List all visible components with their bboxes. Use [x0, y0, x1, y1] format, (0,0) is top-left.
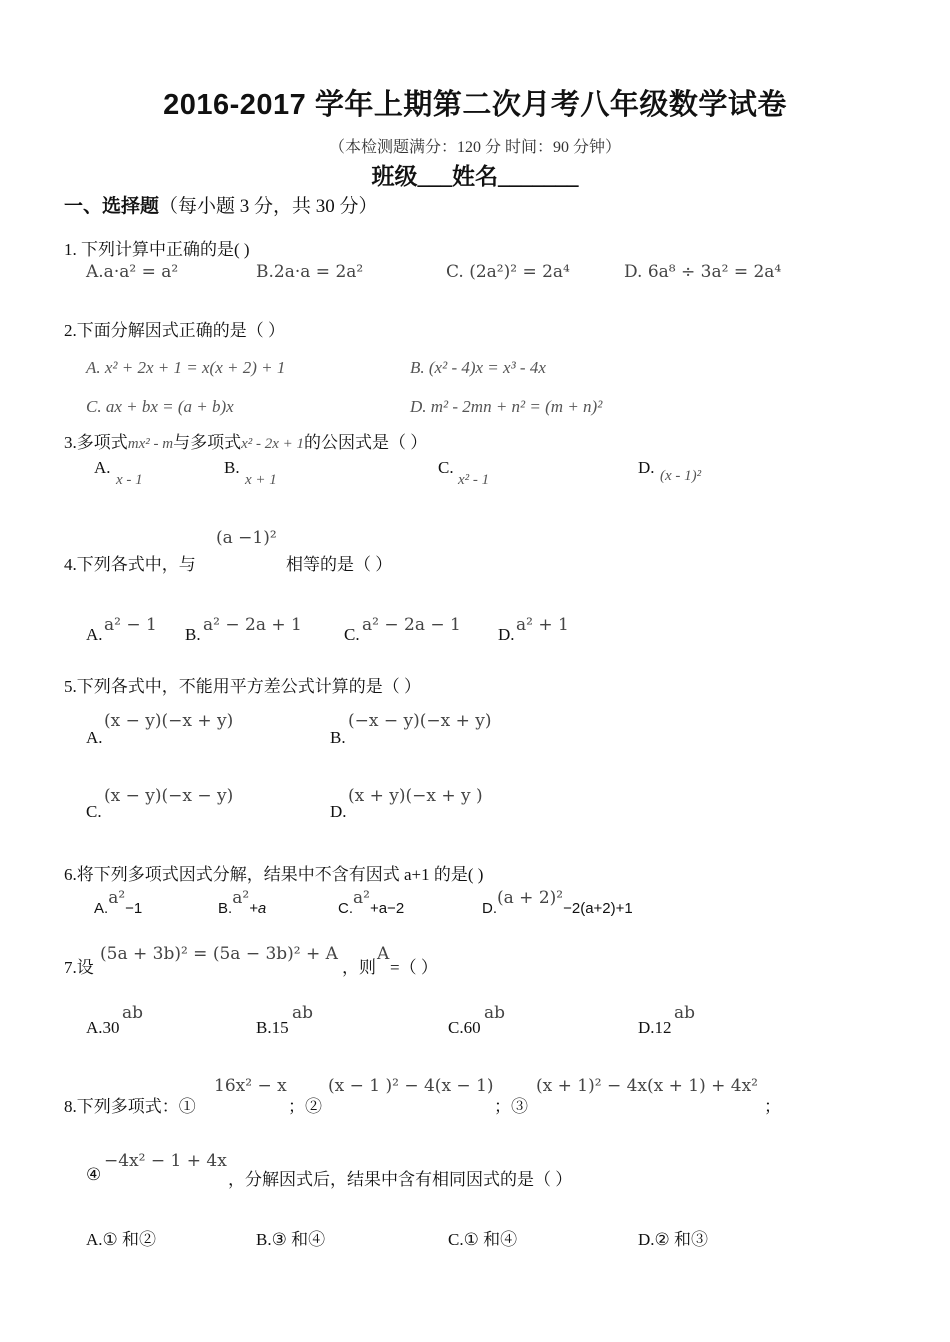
- q1-option-c: C. (2a²)² = 2a⁴: [446, 262, 570, 282]
- q3-option-b-expr: x + 1: [245, 472, 277, 488]
- q7-stem-pre: 7.设: [64, 958, 94, 977]
- q5-option-b-expr: (−x − y)(−x + y): [348, 711, 492, 731]
- q5-option-a: A.: [86, 728, 103, 747]
- q6-option-c-tail: +a−2: [369, 900, 405, 917]
- q7-option-c: C.60: [448, 1018, 481, 1037]
- q8-sep-3: ；: [764, 1097, 781, 1116]
- q4-option-b-expr: a² − 2a + 1: [203, 615, 302, 635]
- q4-option-a-expr: a² − 1: [104, 615, 157, 635]
- q7-option-a-expr: ab: [122, 1003, 144, 1023]
- q3-expr-2: x² - 2x + 1: [241, 436, 305, 452]
- q8-option-a: A.① 和②: [86, 1230, 157, 1249]
- q3-option-d: D.: [638, 458, 655, 477]
- q7-option-a: A.30: [86, 1018, 120, 1037]
- q6-option-d-tail: −2(a+2)+1: [563, 900, 633, 917]
- q8-expr-1: 16x² − x: [214, 1076, 287, 1096]
- q7-option-b: B.15: [256, 1018, 289, 1037]
- q8-line2-post: ，分解因式后，结果中含有相同因式的是（ ）: [228, 1170, 573, 1189]
- q8-expr-4: −4x² − 1 + 4x: [104, 1151, 227, 1171]
- q6-option-b-tail: +a: [249, 900, 267, 917]
- q7-stem-var: A: [377, 944, 390, 964]
- q5-option-d-expr: (x + y)(−x + y ): [348, 786, 483, 806]
- q3-option-a-expr: x - 1: [116, 472, 143, 488]
- q4-option-a: A.: [86, 625, 103, 644]
- q6-option-a-letter: A.: [94, 900, 109, 917]
- q7-option-b-expr: ab: [292, 1003, 314, 1023]
- question-1-stem: 1. 下列计算中正确的是( ): [64, 240, 250, 259]
- q7-option-c-expr: ab: [484, 1003, 506, 1023]
- section-heading: [64, 191, 378, 218]
- section-note: （每小题 3 分，共 30 分）: [159, 196, 378, 217]
- q8-option-b: B.③ 和④: [256, 1230, 326, 1249]
- q4-stem-expr: (a −1)²: [216, 528, 277, 548]
- q4-option-b: B.: [185, 625, 201, 644]
- q8-sep-1: ；②: [288, 1097, 322, 1116]
- question-2-stem: 2.下面分解因式正确的是（ ）: [64, 321, 285, 340]
- q5-option-c: C.: [86, 802, 102, 821]
- q6-option-a: [94, 888, 143, 918]
- q4-stem-post: 相等的是（ ）: [286, 555, 393, 574]
- q5-option-d: D.: [330, 802, 347, 821]
- q8-expr-3: (x + 1)² − 4x(x + 1) + 4x²: [536, 1076, 758, 1096]
- q4-option-d-expr: a² + 1: [516, 615, 569, 635]
- q5-option-c-expr: (x − y)(−x − y): [104, 786, 234, 806]
- q3-option-b: B.: [224, 458, 240, 477]
- q6-option-a-expr: a²: [108, 888, 126, 908]
- question-5-stem: 5.下列各式中，不能用平方差公式计算的是（ ）: [64, 677, 421, 696]
- q4-option-c-expr: a² − 2a − 1: [362, 615, 461, 635]
- q8-expr-2: (x − 1 )² − 4(x − 1): [328, 1076, 494, 1096]
- q7-stem-mid: ，则: [342, 958, 376, 977]
- q7-stem-expr: (5a + 3b)² = (5a − 3b)² + A: [100, 944, 338, 964]
- q8-stem-pre: 8.下列多项式：①: [64, 1097, 196, 1116]
- q7-stem-post: =（ ）: [390, 958, 438, 977]
- q1-option-b: B.2a·a = 2a²: [256, 262, 364, 282]
- q3-option-c: C.: [438, 458, 454, 477]
- q6-option-c-letter: C.: [338, 900, 353, 917]
- q3-stem-post: 的公因式是（ ）: [304, 433, 428, 452]
- q3-option-d-expr: (x - 1)²: [660, 468, 702, 484]
- exam-subtitle: （本检测题满分：120 分 时间：90 分钟）: [328, 139, 621, 156]
- q7-option-d-expr: ab: [674, 1003, 696, 1023]
- q8-option-c: C.① 和④: [448, 1230, 518, 1249]
- q6-option-b-letter: B.: [218, 900, 233, 917]
- q1-option-a: A.a·a² = a²: [86, 262, 179, 282]
- q3-stem-pre: 3.多项式: [64, 433, 128, 452]
- section-label: 一、选择题: [64, 196, 160, 217]
- q6-option-c: [338, 888, 405, 918]
- q4-option-c: C.: [344, 625, 360, 644]
- exam-title: 2016-2017 学年上期第二次月考八年级数学试卷: [163, 89, 787, 121]
- q6-option-b: [218, 888, 267, 918]
- q5-option-b: B.: [330, 728, 346, 747]
- q4-stem-pre: 4.下列各式中，与: [64, 555, 196, 574]
- q6-option-b-expr: a²: [232, 888, 250, 908]
- q7-option-d: D.12: [638, 1018, 672, 1037]
- q5-option-a-expr: (x − y)(−x + y): [104, 711, 234, 731]
- q8-sep-2: ；③: [494, 1097, 528, 1116]
- question-3-stem: [64, 428, 427, 453]
- q8-option-d: D.② 和③: [638, 1230, 709, 1249]
- q2-option-b: B. (x² - 4)x = x³ - 4x: [410, 358, 546, 377]
- q2-option-d: D. m² - 2mn + n² = (m + n)²: [410, 397, 603, 416]
- q4-option-d: D.: [498, 625, 515, 644]
- q3-stem-mid: 与多项式: [173, 433, 242, 452]
- q1-option-d: D. 6a⁸ ÷ 3a² = 2a⁴: [624, 262, 782, 282]
- q6-option-c-expr: a²: [353, 888, 370, 908]
- q3-expr-1: mx² - m: [127, 436, 174, 452]
- q6-option-d-letter: D.: [482, 900, 497, 917]
- q6-option-a-tail: −1: [125, 900, 143, 917]
- q3-option-a: A.: [94, 458, 111, 477]
- question-6-stem: 6.将下列多项式因式分解，结果中不含有因式 a+1 的是( ): [64, 865, 484, 884]
- q6-option-d: [482, 888, 633, 918]
- q8-line2-pre: ④: [86, 1165, 102, 1184]
- q3-option-c-expr: x² - 1: [458, 472, 490, 488]
- q2-option-a: A. x² + 2x + 1 = x(x + 2) + 1: [86, 358, 286, 377]
- class-name-line: 班级___姓名_______: [371, 164, 579, 189]
- q6-option-d-expr: (a + 2)²: [497, 888, 564, 908]
- q2-option-c: C. ax + bx = (a + b)x: [86, 397, 234, 416]
